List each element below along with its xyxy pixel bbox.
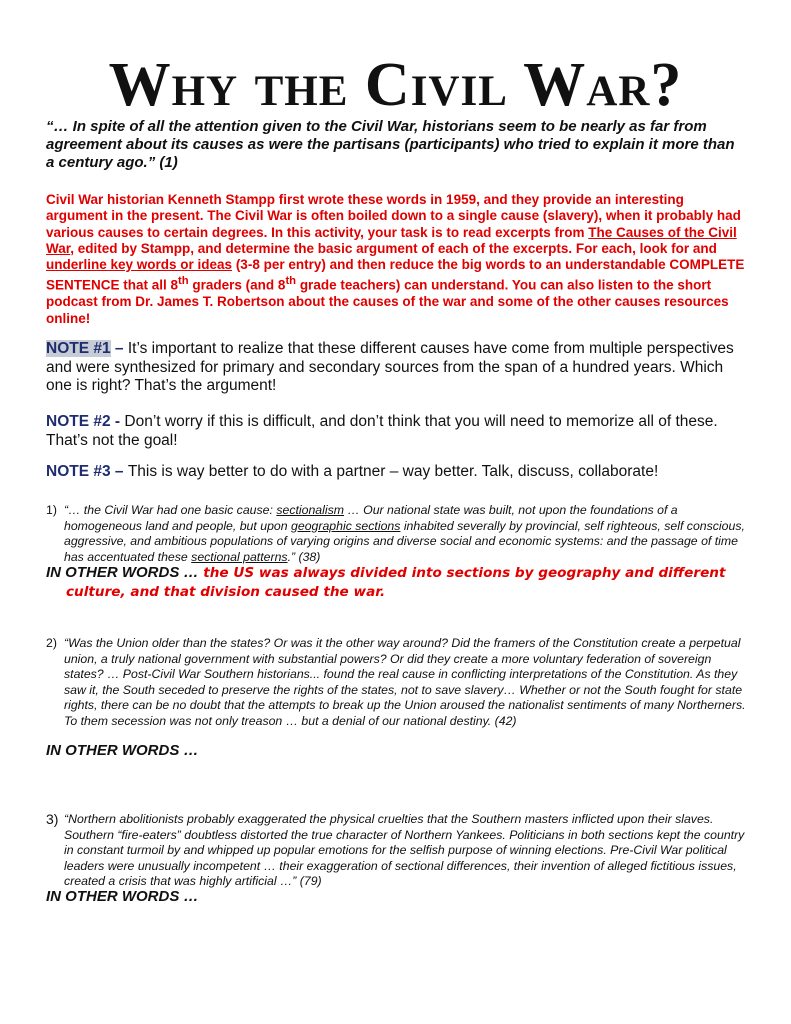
excerpt-1-part: … Our national state was built, not upon the foundations of a homogeneous land and people, but upon: [64, 503, 678, 533]
note-2-label: NOTE #2: [46, 413, 111, 430]
book-title: The Causes of the Civil War: [46, 224, 737, 256]
intro-text-3: (3-8 per entry) and then reduce the big words to an understandable COMPLETE SENTENCE that all 8: [46, 257, 745, 293]
excerpt-1-text: [64, 503, 746, 565]
excerpt-1: [46, 503, 746, 565]
note-3: [46, 463, 746, 482]
intro-paragraph: [46, 192, 746, 327]
in-other-words-2-label: IN OTHER WORDS …: [46, 742, 199, 759]
note-1-text: It’s important to realize that these different causes have come from multiple perspectives and were synthesized for primary and secondary sources from the span of a hundred years. Which one is right? That’s the argument!: [46, 340, 734, 394]
excerpt-3-text: “Northern abolitionists probably exaggerated the physical cruelties that the Southern masters inflicted upon their slaves. Southern “fire-eaters” doubtless distorted the true character of Northern Yankees. Politicians in both sections kept the country in constant turmoil by and whipped up popular emotions for the selfish purpose of winning elections. Pre-Civil War political leaders were unusually incompetent … their exaggeration of sectional differences, their invention of alleged fictitious issues, created a crisis that was highly artificial …” (79): [64, 812, 745, 888]
excerpt-2-text: “Was the Union older than the states? Or was it the other way around? Did the framers of the Constitution create a perpetual union, a truly national government with substantial powers? Or did they create a more voluntary federation of sovereign states? … Post-Civil War Southern historians... found the real cause in conflicting interpretations of the Constitution. As they saw it, the South seceded to preserve the rights of the states, not to save slavery… Whether or not the South fought for state rights, there can be no doubt that the attempts to break up the Union aroused the nationalist sentiments of many Northerners. To them secession was not only treason … but a denial of our national destiny. (42): [64, 636, 746, 728]
note-1-separator: –: [110, 340, 128, 357]
opening-quote: “… In spite of all the attention given to the Civil War, historians seem to be nearly as far from agreement about its causes as were the partisans (participants) who tried to explain it more than a century ago.” (1): [46, 118, 735, 171]
note-2-text: Don’t worry if this is difficult, and don’t think that you will need to memorize all of these. That’s not the goal!: [46, 413, 718, 449]
excerpt-1-part: .” (38): [287, 549, 321, 564]
note-3-text: This is way better to do with a partner – way better. Talk, discuss, collaborate!: [127, 463, 659, 480]
note-3-separator: –: [110, 463, 128, 480]
excerpt-1-key-term: geographic sections: [291, 518, 401, 533]
in-other-words-1: [46, 563, 766, 602]
intro-text-2: , edited by Stampp, and determine the basic argument of each of the excerpts. For each, look for and: [70, 240, 717, 256]
note-1-label: NOTE #1: [46, 340, 111, 357]
superscript-th-1: th: [178, 275, 189, 288]
note-2-separator: -: [110, 413, 125, 430]
in-other-words-1-label: IN OTHER WORDS …: [46, 564, 199, 581]
excerpt-2: [46, 636, 746, 729]
note-1: [46, 340, 746, 396]
excerpt-1-key-term: sectional patterns: [191, 549, 288, 564]
in-other-words-1-answer-line1: the US was always divided into sections by geography and different: [198, 565, 726, 581]
underline-instruction: underline key words or ideas: [46, 257, 233, 273]
excerpt-1-part: “… the Civil War had one basic cause:: [64, 503, 277, 517]
in-other-words-3-label: IN OTHER WORDS …: [46, 888, 199, 905]
note-2: [46, 413, 746, 450]
in-other-words-2: [46, 741, 766, 760]
intro-text-4: graders (and 8: [188, 277, 286, 293]
excerpt-1-key-term: sectionalism: [276, 503, 345, 517]
excerpt-3-number: 3): [46, 811, 59, 827]
page-title: Why the Civil War?: [108, 51, 683, 119]
excerpt-1-number: 1): [46, 503, 57, 517]
in-other-words-3: [46, 887, 766, 906]
excerpt-2-number: 2): [46, 636, 57, 650]
excerpt-3: [46, 812, 746, 890]
intro-text-1: Civil War historian Kenneth Stampp first wrote these words in 1959, and they provide an interesting argument in the present. The Civil War is often boiled down to a single cause (slavery), when it probably had various causes to certain degrees. In this activity, your task is to read excerpts from: [46, 192, 741, 240]
excerpt-1-part: inhabited severally by provincial, self righteous, self conscious, aggressive, and ambitious populations of varying origins and diverse social and economic systems: and the passage of time has accentuated these: [64, 518, 745, 564]
superscript-th-2: th: [285, 275, 297, 288]
intro-text-5: grade teachers) can understand. You can also listen to the short podcast from Dr. James T. Robertson about the causes of the war and some of the other causes resources online!: [46, 277, 729, 326]
in-other-words-1-answer-line2: culture, and that division caused the war.: [66, 584, 386, 600]
note-3-label: NOTE #3: [46, 463, 111, 480]
